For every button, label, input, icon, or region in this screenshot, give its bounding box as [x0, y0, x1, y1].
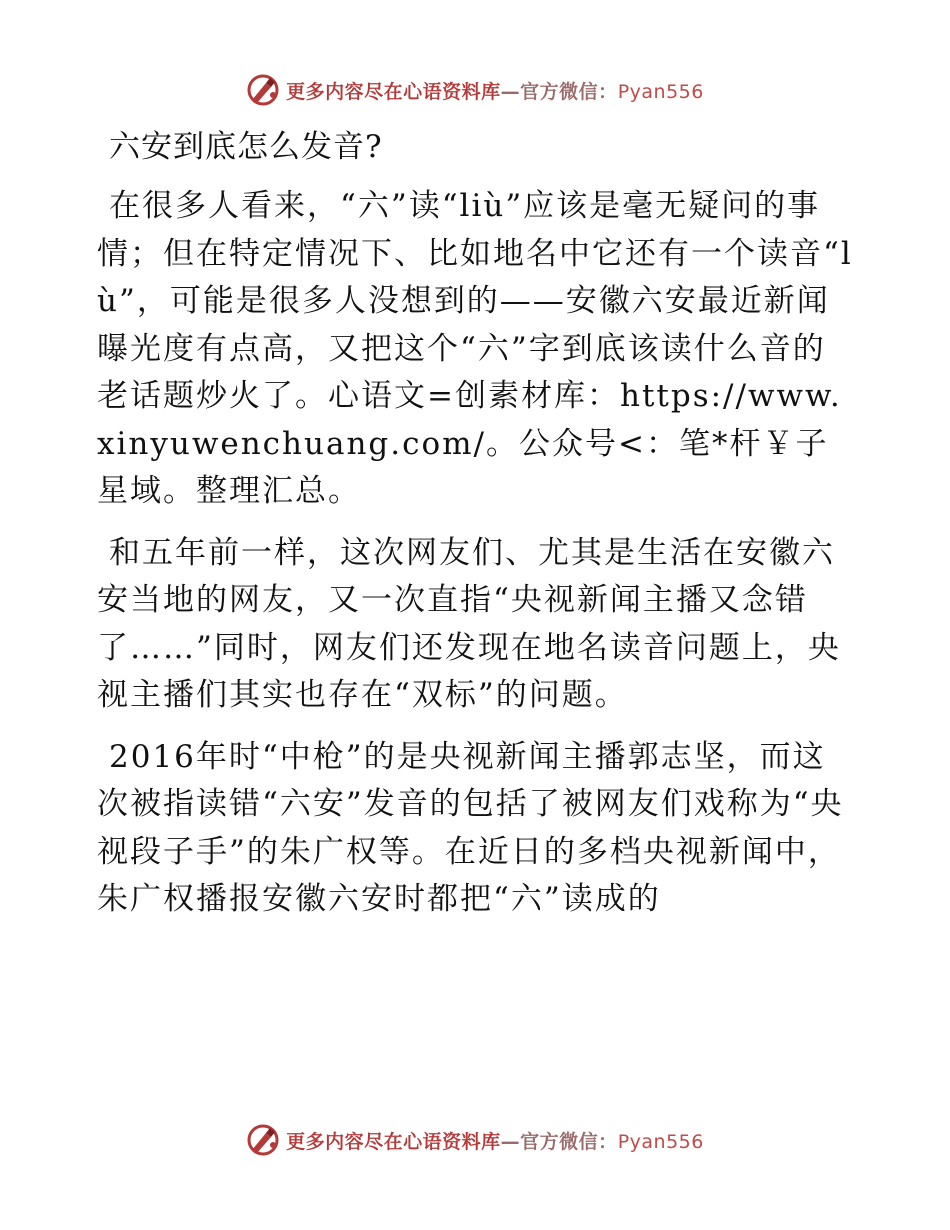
header-watermark-banner: [0, 70, 950, 110]
banner-wechat-label: —官方微信：: [500, 1130, 618, 1153]
banner-wechat-id: Pyan556: [617, 80, 704, 103]
article-paragraph-1: 在很多人看来，“六”读“liù”应该是毫无疑问的事情；但在特定情况下、比如地名中它还有一个读音“lù”，可能是很多人没想到的——安徽六安最近新闻曝光度有点高，又把这个“六”字到底该读什么音的老话题炒火了。心语文=创素材库：https://www.xinyuwenchuang.com/。公众号<：笔*杆￥子星域。整理汇总。: [97, 188, 853, 509]
article-body: [97, 125, 857, 938]
banner-wechat-id: Pyan556: [617, 1130, 704, 1153]
article-title: 六安到底怎么发音?: [109, 129, 383, 165]
pen-logo-icon: [246, 73, 280, 107]
banner-wechat-label: —官方微信：: [500, 80, 618, 103]
banner-site-name: 更多内容尽在心语资料库: [286, 80, 501, 103]
header-banner-text: [286, 77, 704, 104]
footer-watermark-banner: [0, 1120, 950, 1160]
article-paragraph-3: 2016年时“中枪”的是央视新闻主播郭志坚，而这次被指读错“六安”发音的包括了被网友们戏称为“央视段子手”的朱广权等。在近日的多档央视新闻中，朱广权播报安徽六安时都把“六”读成的: [97, 738, 844, 917]
pen-logo-icon: [246, 1123, 280, 1157]
banner-site-name: 更多内容尽在心语资料库: [286, 1130, 501, 1153]
article-paragraph-2: 和五年前一样，这次网友们、尤其是生活在安徽六安当地的网友，又一次直指“央视新闻主播又念错了……”同时，网友们还发现在地名读音问题上，央视主播们其实也存在“双标”的问题。: [97, 534, 841, 713]
footer-banner-text: [286, 1127, 704, 1154]
